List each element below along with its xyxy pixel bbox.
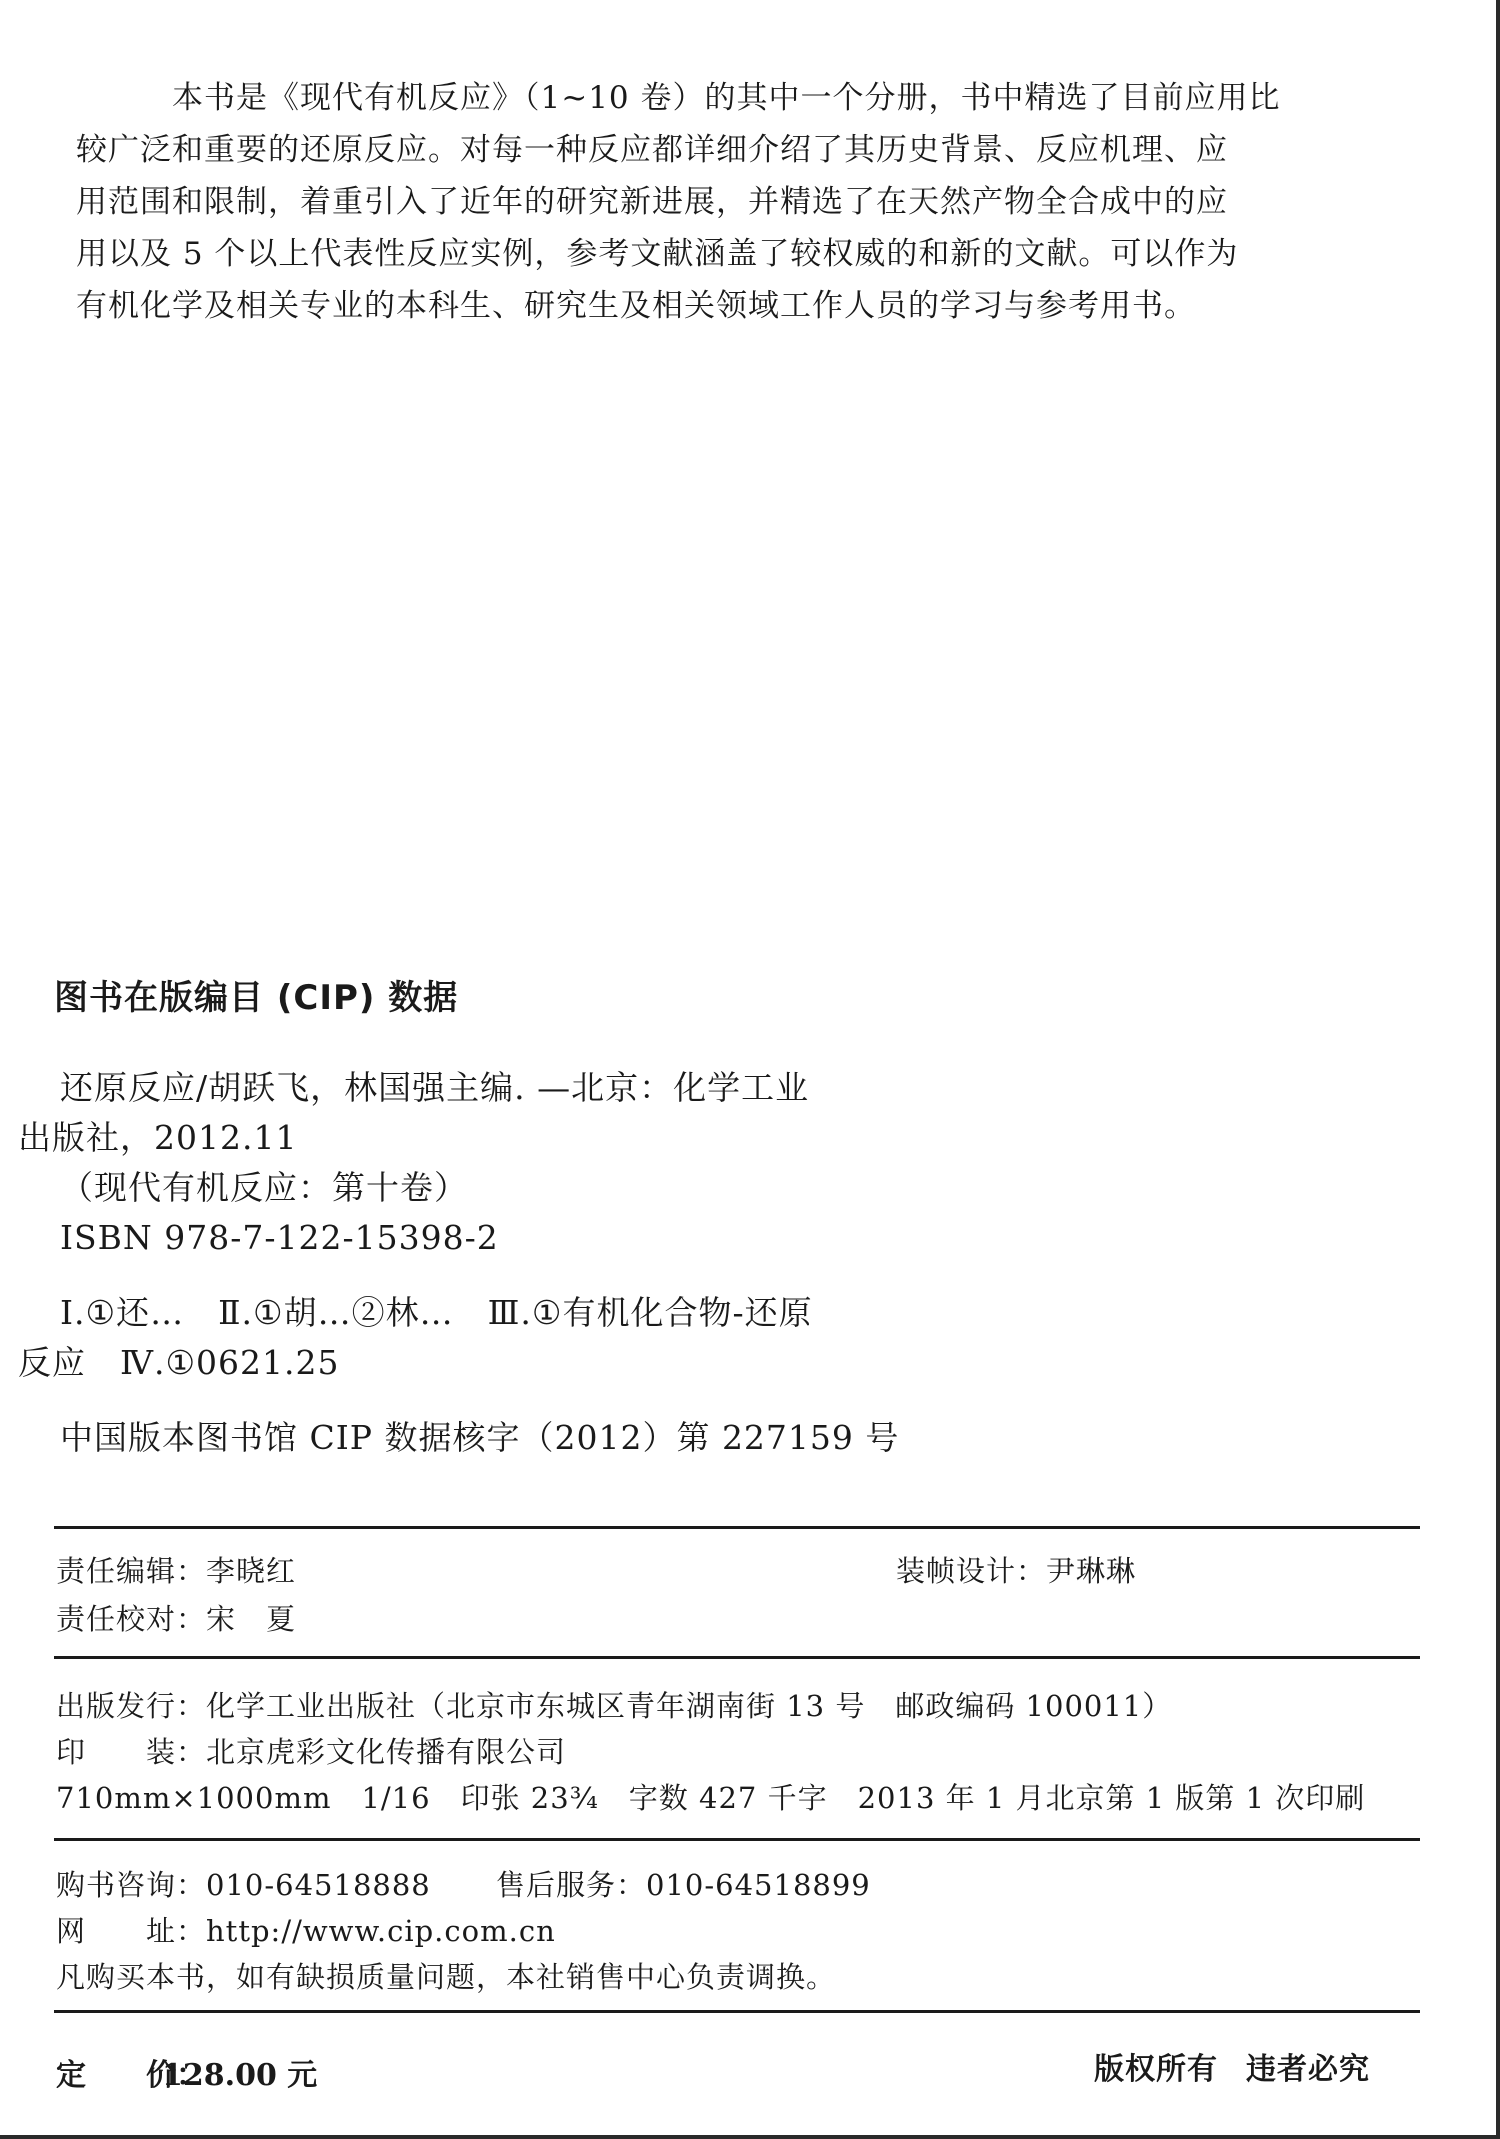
cip-line: （现代有机反应：第十卷） [60,1168,468,1207]
print-specs: 710mm×1000mm 1/16 印张 23¾ 字数 427 千字 2013 年 1 月北京第 1 版第 1 次印刷 [56,1781,1366,1815]
divider [54,1838,1420,1841]
summary-line: 较广泛和重要的还原反应。对每一种反应都详细介绍了其历史背景、反应机理、应 [76,132,1228,168]
purchase-hotline: 购书咨询：010-64518888 [56,1868,431,1902]
cover-designer: 装帧设计：尹琳琳 [896,1554,1137,1588]
price-label: 定 价： [56,2058,206,2093]
cip-line: 还原反应/胡跃飞，林国强主编. —北京：化学工业 [60,1068,810,1107]
proofreader: 责任校对：宋 夏 [56,1602,297,1636]
printer-info: 印 装：北京虎彩文化传播有限公司 [56,1735,567,1769]
cip-data-block [18,1063,899,1463]
divider [54,1526,1420,1529]
summary-line: 本书是《现代有机反应》（1~10 卷）的其中一个分册，书中精选了目前应用比 [172,80,1281,116]
copyright-text: 违者必究 [1246,2052,1370,2087]
after-sales-hotline: 售后服务：010-64518899 [496,1868,871,1902]
cip-isbn: ISBN 978-7-122-15398-2 [60,1218,499,1257]
summary-line: 用范围和限制，着重引入了近年的研究新进展，并精选了在天然产物全合成中的应 [76,184,1228,220]
website: 网 址：http://www.cip.com.cn [56,1914,556,1948]
price-value: 128.00 元 [162,2058,318,2093]
cip-line: 反应 Ⅳ.①0621.25 [18,1343,340,1382]
summary-line: 用以及 5 个以上代表性反应实例，参考文献涵盖了较权威的和新的文献。可以作为 [76,236,1239,272]
cip-title: 图书在版编目 (CIP) 数据 [54,978,459,1018]
copyright-notice [1094,2044,1370,2088]
book-summary [76,72,1316,332]
replacement-notice: 凡购买本书，如有缺损质量问题，本社销售中心负责调换。 [56,1960,837,1994]
responsible-editor: 责任编辑：李晓红 [56,1554,297,1588]
publisher-info: 出版发行：化学工业出版社（北京市东城区青年湖南街 13 号 邮政编码 100011） [56,1689,1173,1723]
cip-line: Ⅰ.①还… Ⅱ.①胡…②林… Ⅲ.①有机化合物-还原 [60,1293,813,1332]
divider [54,2010,1420,2013]
divider [54,1656,1420,1659]
summary-line: 有机化学及相关专业的本科生、研究生及相关领域工作人员的学习与参考用书。 [76,288,1196,324]
cip-line: 出版社，2012.11 [18,1118,298,1157]
cip-verification-number: 中国版本图书馆 CIP 数据核字（2012）第 227159 号 [60,1418,900,1457]
copyright-text: 版权所有 [1094,2052,1218,2087]
